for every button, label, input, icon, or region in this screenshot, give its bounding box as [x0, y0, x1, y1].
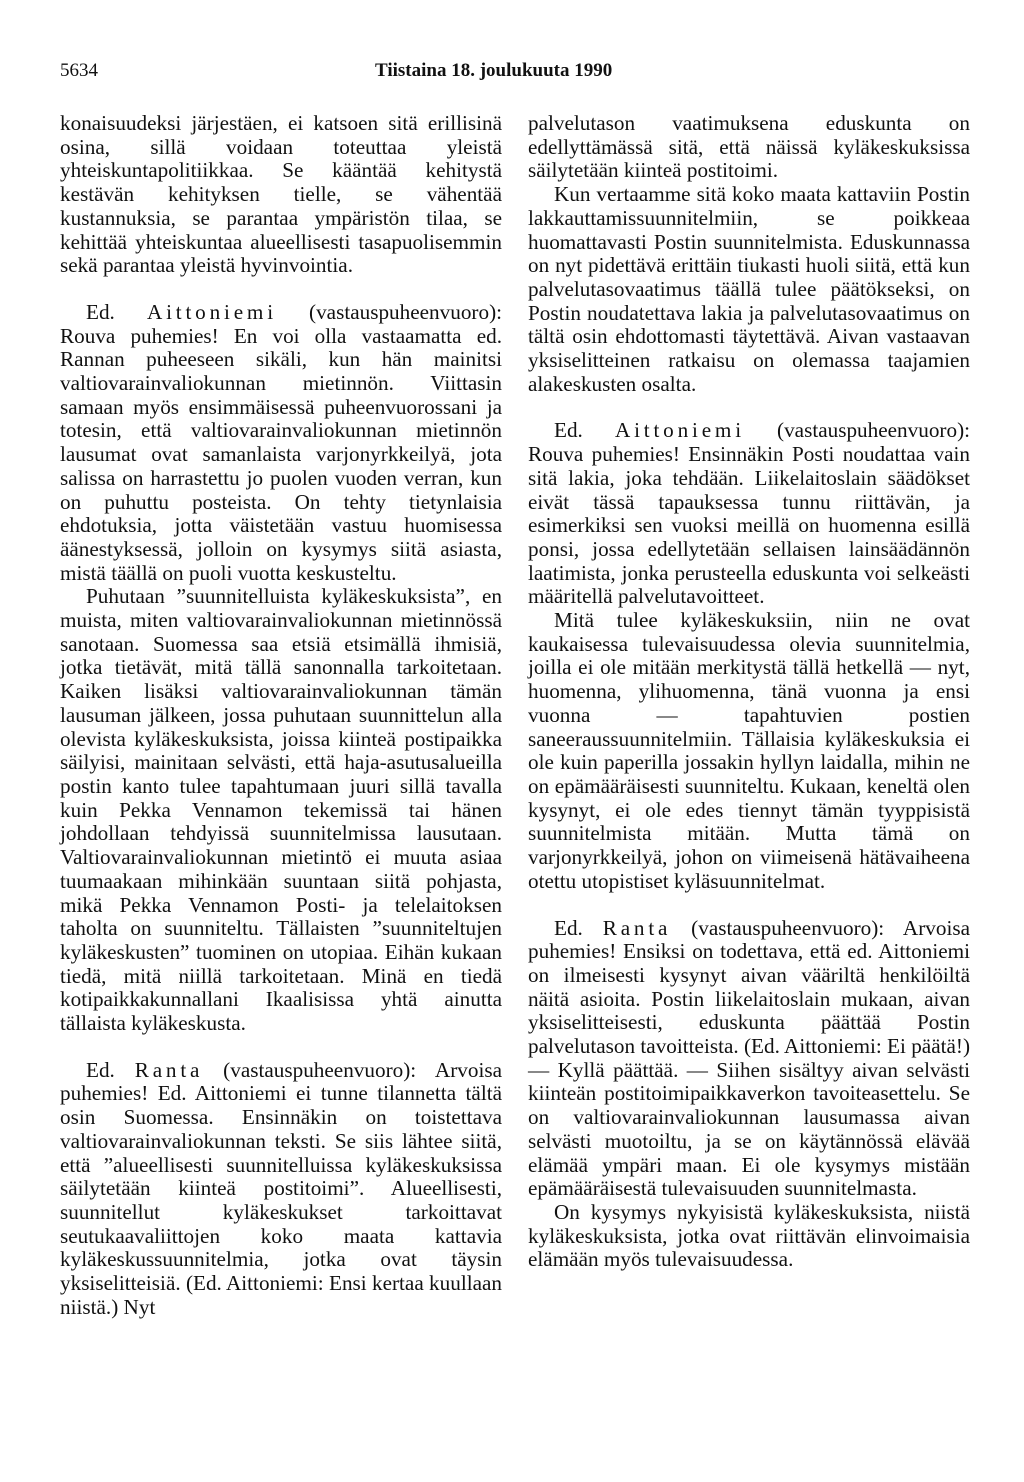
- speaker-role: (vastauspuheenvuoro):: [309, 299, 503, 324]
- speaker-role: (vastauspuheenvuoro):: [777, 418, 971, 443]
- speaker-prefix: Ed.: [554, 418, 583, 443]
- paragraph-text: palvelutason vaatimuksena eduskunta on edellyttämässä sitä, että näissä kyläkeskuksissa säilytetään kiinteä postitoimi.: [528, 111, 970, 183]
- speaker-prefix: Ed.: [86, 299, 115, 324]
- paragraph: [528, 609, 970, 893]
- speech-paragraph: [528, 917, 970, 1201]
- paragraph-text: On kysymys nykyisistä kyläkeskuksista, niistä kyläkeskuksista, jotka ovat riittävän elinvoimaisia elämään myös tulevaisuudessa.: [528, 1199, 970, 1272]
- page-number: 5634: [60, 60, 98, 81]
- speaker-name: Ranta: [602, 915, 672, 940]
- speech-text: Arvoisa puhemies! Ed. Aittoniemi ei tunne tilannetta tältä osin Suomessa. Ensinnäkin on toistettava valtiovarainvaliokunnan teksti. Se siis lähtee siitä, että ”alueellisesti suunnitelluissa kyläkeskuksissa säilytetään kiinteä postitoimi”. Alueellisesti, suunnitellut kyläkeskukset tarkoittavat seutukaavaliittojen koko maata kattavia kyläkeskussuunnitelmia, jotka ovat täysin yksiselitteisiä. (Ed. Aittoniemi: Ensi kertaa kuullaan niistä.) Nyt: [60, 1057, 502, 1319]
- speaker-prefix: Ed.: [554, 915, 583, 940]
- continued-paragraph: [528, 112, 970, 183]
- paragraph: [60, 585, 502, 1035]
- speaker-name: Ranta: [134, 1057, 204, 1082]
- speaker-prefix: Ed.: [86, 1057, 115, 1082]
- speaker-role: (vastauspuheenvuoro):: [223, 1057, 417, 1082]
- speech-text: Arvoisa puhemies! Ensiksi on todettava, että ed. Aittoniemi on ilmeisesti kysynyt aivan vääriltä henkilöiltä näitä asioita. Postin liikelaitoslain mukaan, aivan yksiselitteisesti, eduskunta päättää Postin palvelutason tavoitteista. (Ed. Aittoniemi: Ei päätä!) — Kyllä päättää. — Siihen sisältyy aivan selvästi kiinteän postitoimipaikkaverkon tavoiteasettelu. Se on valtiovarainvaliokunnan lausumassa aivan selvästi muotoiltu, ja se on käytännössä elävää elämää ympäri maan. Ei ole kysymys mistään epämääräisestä tulevaisuuden suunnitelmasta.: [528, 915, 970, 1201]
- paragraph-text: konaisuudeksi järjestäen, ei katsoen sitä erillisinä osina, sillä voidaan toteuttaa yleistä yhteiskuntapolitiikkaa. Se kääntää kehitystä kestävän kehityksen tielle, se vähentää kustannuksia, se parantaa ympäristön tilaa, se kehittää yhteiskuntaa alueellisesti tasapuolisemmin sekä parantaa yleistä hyvinvointia.: [60, 111, 502, 278]
- paragraph: [528, 1201, 970, 1272]
- speech-paragraph: [60, 301, 502, 585]
- continued-paragraph: [60, 112, 502, 278]
- speaker-name: Aittoniemi: [146, 299, 277, 324]
- speech-text: Rouva puhemies! Ensinnäkin Posti noudattaa vain sitä lakia, joka tehdään. Liikelaitoslain säädökset eivät tässä tapauksessa tunnu riittävän, ja esimerkiksi sen vuoksi meillä on huomenna esillä ponsi, jossa edellytetään sellaisen lainsäädännön laatimista, jonka perusteella eduskunta voi selkeästi määritellä palvelutavoitteet.: [528, 442, 970, 609]
- paragraph: [528, 183, 970, 396]
- speech-paragraph: [528, 419, 970, 609]
- speaker-role: (vastauspuheenvuoro):: [691, 915, 885, 940]
- right-column: [528, 112, 970, 1272]
- paragraph-text: Mitä tulee kyläkeskuksiin, niin ne ovat kaukaisessa tulevaisuudessa olevia suunnitelmia, joilla ei ole mitään merkitystä tällä hetkellä — nyt, huomenna, ylihuomenna, tänä vuonna ja ensi vuonna — tapahtuvien postien saneeraussuunnitelmiin. Tällaisia kyläkeskuksia ei ole kuin paperilla jossakin hyllyn laidalla, mihin ne on epämääräisesti suunniteltu. Kukaan, keneltä olen kysynyt, ei ole edes tiennyt tämän tyyppisistä suunnitelmista mitään. Mutta tämä on varjonyrkkeilyä, johon on viimeisenä hätävaiheena otettu utopistiset kyläsuunnitelmat.: [528, 608, 970, 893]
- left-column: [60, 112, 502, 1319]
- running-title: Tiistaina 18. joulukuuta 1990: [375, 60, 613, 81]
- speech-paragraph: [60, 1059, 502, 1320]
- speech-text: Rouva puhemies! En voi olla vastaamatta ed. Rannan puheeseen sikäli, kun hän mainitsi valtiovarainvaliokunnan mietinnön. Viittasin samaan myös ensimmäisessä puheenvuorossani ja totesin, että valtiovarainvaliokunnan mietinnön lausumat ovat samanlaista varjonyrkkeilyä, jota salissa on harrastettu jo puolen vuoden verran, kun on puhuttu posteista. On tehty tietynlaisia ehdotuksia, jotta väistetään vastuu huomisessa äänestyksessä, jolloin on kysymys siitä asiasta, mistä täällä on puoli vuotta keskusteltu.: [60, 323, 502, 585]
- page-header: [60, 60, 966, 90]
- paragraph-text: Puhutaan ”suunnitelluista kyläkeskuksista”, en muista, miten valtiovarainvaliokunnan mietinnössä sanotaan. Suomessa saa etsiä etsimällä ihmisiä, jotka tietävät, mitä tällä sanonnalla tarkoitetaan. Kaiken lisäksi valtiovarainvaliokunnan tämän lausuman jälkeen, jossa puhutaan suunnittelun alla olevista kyläkeskuksista, joissa kiinteä postipaikka säilyisi, mainitaan selvästi, että haja-asutusalueilla postin kanto tulee tapahtumaan juuri sillä tavalla kuin Pekka Vennamon tekemissä tai hänen johdollaan tehdyissä suunnitelmissa lausutaan. Valtiovarainvaliokunnan mietintö ei muuta asiaa tuumaakaan mihinkään suuntaan siitä pohjasta, mikä Pekka Vennamon Posti- ja telelaitoksen taholta on suunniteltu. Tällaisten ”suunniteltujen kyläkeskusten” tuominen on utopiaa. Eihän kukaan tiedä, mitä niillä tarkoitetaan. Minä en tiedä kotipaikkakunnallani Ikaalisissa yhtä ainutta tällaista kyläkeskusta.: [60, 584, 502, 1036]
- paragraph-text: Kun vertaamme sitä koko maata kattaviin Postin lakkauttamissuunnitelmiin, se poikkeaa huomattavasti Postin suunnitelmista. Eduskunnassa on nyt pidettävä erittäin tiukasti huoli siitä, että kun palvelutasovaatimus täällä tulee päätökseksi, on Postin noudatettava lakia ja palvelutasovaatimus on tältä osin ehdottomasti täytettävä. Aivan vastaavan yksiselitteinen ratkaisu on olemassa taajamien alakeskusten osalta.: [528, 182, 970, 396]
- speaker-name: Aittoniemi: [614, 418, 745, 443]
